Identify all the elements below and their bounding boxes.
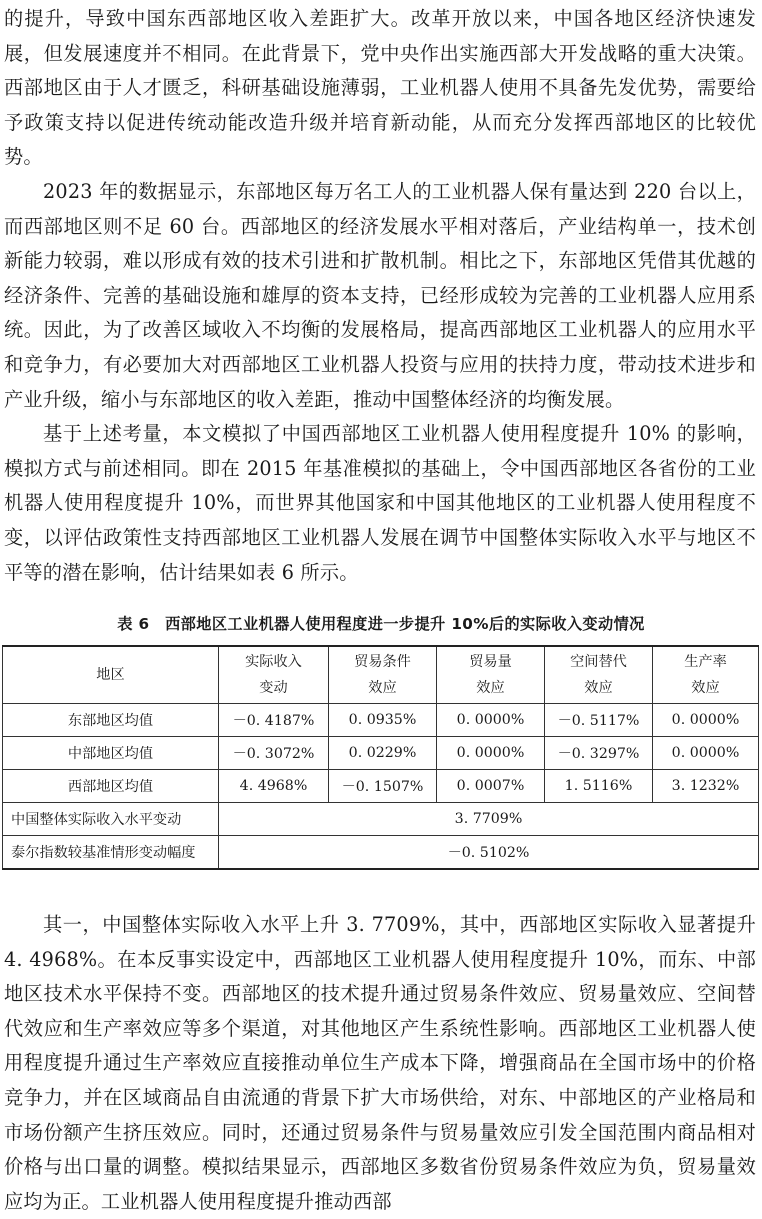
table-summary-row [3, 836, 759, 870]
body-text-top [4, 2, 756, 590]
summary-label-income: 中国整体实际收入水平变动 [3, 803, 219, 836]
row-label-west: 西部地区均值 [3, 770, 219, 803]
table-cell: 1. 5116% [545, 770, 653, 803]
paragraph-simulation-setup: 基于上述考量，本文模拟了中国西部地区工业机器人使用程度提升 10% 的影响，模拟方式与前述相同。即在 2015 年基准模拟的基础上，令中国西部地区各省份的工业机器人使用程度提升 10%，而世界其他国家和中国其他地区的工业机器人使用程度不变，以评估政策性支持西部地区工业机器人发展在调节中国整体实际收入水平与地区不平等的潜在影响，估计结果如表 6 所示。 [4, 422, 756, 584]
header-trade-volume: 贸易量 效应 [437, 646, 545, 704]
paragraph-robot-density: 2023 年的数据显示，东部地区每万名工人的工业机器人保有量达到 220 台以上，而西部地区则不足 60 台。西部地区的经济发展水平相对落后，产业结构单一，技术创新能力较弱，难以形成有效的技术引进和扩散机制。相比之下，东部地区凭借其优越的经济条件、完善的基础设施和雄厚的资本支持，已经形成较为完善的工业机器人应用系统。因此，为了改善区域收入不均衡的发展格局，提高西部地区工业机器人的应用水平和竞争力，有必要加大对西部地区工业机器人投资与应用的扶持力度，带动技术进步和产业升级，缩小与东部地区的收入差距，推动中国整体经济的均衡发展。 [4, 179, 756, 411]
table-cell: －0. 5117% [545, 704, 653, 737]
table-cell: －0. 1507% [329, 770, 437, 803]
summary-value-theil: －0. 5102% [219, 836, 759, 870]
row-label-central: 中部地区均值 [3, 737, 219, 770]
table-header-row [3, 646, 759, 704]
table-row [3, 737, 759, 770]
table-cell: 0. 0000% [653, 737, 759, 770]
table-cell: －0. 3072% [219, 737, 329, 770]
header-terms-of-trade: 贸易条件 效应 [329, 646, 437, 704]
paragraph-findings-one: 其一，中国整体实际收入水平上升 3. 7709%，其中，西部地区实际收入显著提升 4. 4968%。在本反事实设定中，西部地区工业机器人使用程度提升 10%，而东、中部地区技术水平保持不变。西部地区的技术提升通过贸易条件效应、贸易量效应、空间替代效应和生产率效应等多个渠道，对其他地区产生系统性影响。西部地区工业机器人使用程度提升通过生产率效应直接推动单位生产成本下降，增强商品在全国市场中的价格竞争力，并在区域商品自由流通的背景下扩大市场供给，对东、中部地区的产业格局和市场份额产生挤压效应。同时，还通过贸易条件与贸易量效应引发全国范围内商品相对价格与出口量的调整。模拟结果显示，西部地区多数省份贸易条件效应为负，贸易量效应均为正。工业机器人使用程度提升推动西部 [4, 913, 756, 1213]
table-cell: －0. 4187% [219, 704, 329, 737]
header-real-income: 实际收入 变动 [219, 646, 329, 704]
summary-label-theil: 泰尔指数较基准情形变动幅度 [3, 836, 219, 870]
body-text-bottom [4, 908, 756, 1219]
table-row [3, 704, 759, 737]
summary-value-income: 3. 7709% [219, 803, 759, 836]
table-cell: 3. 1232% [653, 770, 759, 803]
table-cell: 0. 0000% [653, 704, 759, 737]
row-label-east: 东部地区均值 [3, 704, 219, 737]
table-cell: 0. 0229% [329, 737, 437, 770]
header-region: 地区 [3, 646, 219, 704]
table-row [3, 770, 759, 803]
header-productivity: 生产率 效应 [653, 646, 759, 704]
table-cell: 0. 0000% [437, 704, 545, 737]
results-table [2, 645, 759, 870]
header-spatial-substitution: 空间替代 效应 [545, 646, 653, 704]
table-cell: －0. 3297% [545, 737, 653, 770]
table-cell: 0. 0000% [437, 737, 545, 770]
table-cell: 0. 0007% [437, 770, 545, 803]
paragraph-continued: 的提升，导致中国东西部地区收入差距扩大。改革开放以来，中国各地区经济快速发展，但发展速度并不相同。在此背景下，党中央作出实施西部大开发战略的重大决策。西部地区由于人才匮乏，科研基础设施薄弱，工业机器人使用不具备先发优势，需要给予政策支持以促进传统动能改造升级并培育新动能，从而充分发挥西部地区的比较优势。 [4, 7, 756, 169]
table-summary-row [3, 803, 759, 836]
table-caption: 表 6 西部地区工业机器人使用程度进一步提升 10%后的实际收入变动情况 [117, 615, 645, 633]
table-cell: 0. 0935% [329, 704, 437, 737]
table-cell: 4. 4968% [219, 770, 329, 803]
